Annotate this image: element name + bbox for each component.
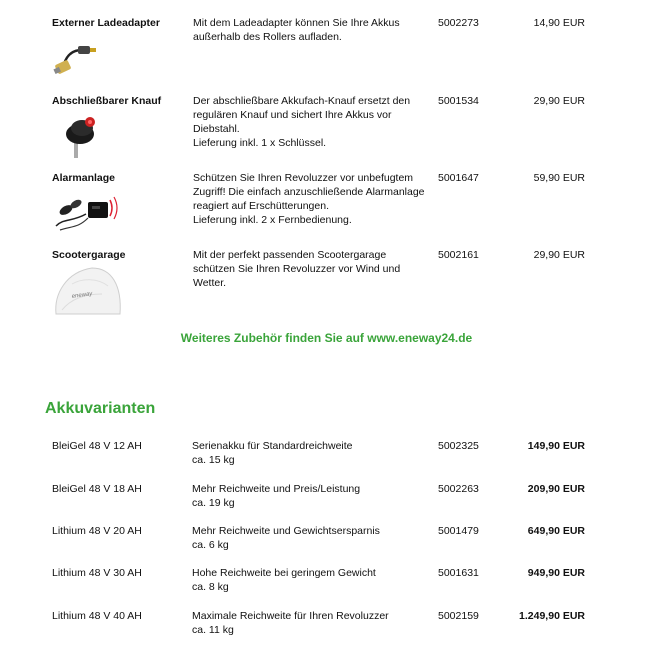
battery-desc-line: Maximale Reichweite für Ihren Revoluzzer — [192, 610, 389, 622]
charging-adapter-image — [52, 44, 102, 76]
article-number: 5002159 — [438, 610, 479, 622]
battery-desc-line: Mehr Reichweite und Gewichtsersparnis — [192, 525, 380, 537]
product-description: Schützen Sie Ihren Revoluzzer vor unbefugtem Zugriff! Die einfach anzuschließende Alarmanlage reagiert auf Erschütterungen. Lieferung inkl. 2 x Fernbedienung. — [193, 172, 425, 226]
battery-price: 949,90 EUR — [527, 567, 585, 579]
product-description: Mit der perfekt passenden Scootergarage schützen Sie Ihren Revoluzzer vor Wind und Wetter. — [193, 249, 401, 289]
article-number: 5002325 — [438, 440, 479, 452]
article-number: 5002263 — [438, 483, 479, 495]
battery-price: 149,90 EUR — [527, 440, 585, 452]
product-name: Alarmanlage — [52, 172, 116, 184]
article-number: 5001479 — [438, 525, 479, 537]
lockable-knob-image — [60, 112, 104, 162]
article-number: 5001534 — [438, 95, 479, 107]
product-name: Externer Ladeadapter — [52, 17, 160, 29]
battery-weight: ca. 6 kg — [192, 539, 229, 551]
battery-desc-line: Hohe Reichweite bei geringem Gewicht — [192, 567, 376, 579]
article-number: 5001647 — [438, 172, 479, 184]
battery-description — [192, 566, 432, 594]
battery-name: Lithium 48 V 40 AH — [52, 610, 142, 622]
scooter-garage-image — [52, 264, 124, 318]
battery-weight: ca. 11 kg — [192, 624, 234, 636]
product-description: Mit dem Ladeadapter können Sie Ihre Akkus außerhalb des Rollers aufladen. — [193, 17, 400, 43]
product-price: 29,90 EUR — [533, 249, 585, 261]
product-name: Scootergarage — [52, 249, 126, 261]
battery-price: 209,90 EUR — [527, 483, 585, 495]
battery-desc-line: Mehr Reichweite und Preis/Leistung — [192, 483, 361, 495]
battery-price: 649,90 EUR — [527, 525, 585, 537]
battery-weight: ca. 15 kg — [192, 454, 235, 466]
garage-logo: eneway — [71, 291, 93, 300]
battery-description — [192, 439, 432, 467]
battery-description — [192, 482, 432, 510]
article-number: 5002161 — [438, 249, 479, 261]
battery-name: Lithium 48 V 20 AH — [52, 525, 142, 537]
battery-name: BleiGel 48 V 12 AH — [52, 440, 142, 452]
product-price: 14,90 EUR — [533, 17, 585, 29]
battery-weight: ca. 19 kg — [192, 497, 235, 509]
product-price: 29,90 EUR — [533, 95, 585, 107]
battery-desc-line: Serienakku für Standardreichweite — [192, 440, 353, 452]
product-price: 59,90 EUR — [533, 172, 585, 184]
battery-description — [192, 524, 432, 552]
product-description: Der abschließbare Akkufach-Knauf ersetzt den regulären Knauf und sichert Ihre Akkus vor Diebstahl. Lieferung inkl. 1 x Schlüssel. — [193, 95, 411, 149]
section-title: Akkuvarianten — [45, 400, 156, 417]
battery-weight: ca. 8 kg — [192, 581, 229, 593]
battery-name: Lithium 48 V 30 AH — [52, 567, 142, 579]
article-number: 5002273 — [438, 17, 479, 29]
battery-price: 1.249,90 EUR — [519, 610, 585, 622]
battery-description — [192, 609, 432, 637]
more-accessories-link[interactable]: Weiteres Zubehör finden Sie auf www.eneway24.de — [180, 331, 473, 345]
article-number: 5001631 — [438, 567, 479, 579]
alarm-system-image — [52, 192, 122, 234]
product-name: Abschließbarer Knauf — [52, 95, 162, 107]
battery-name: BleiGel 48 V 18 AH — [52, 483, 142, 495]
